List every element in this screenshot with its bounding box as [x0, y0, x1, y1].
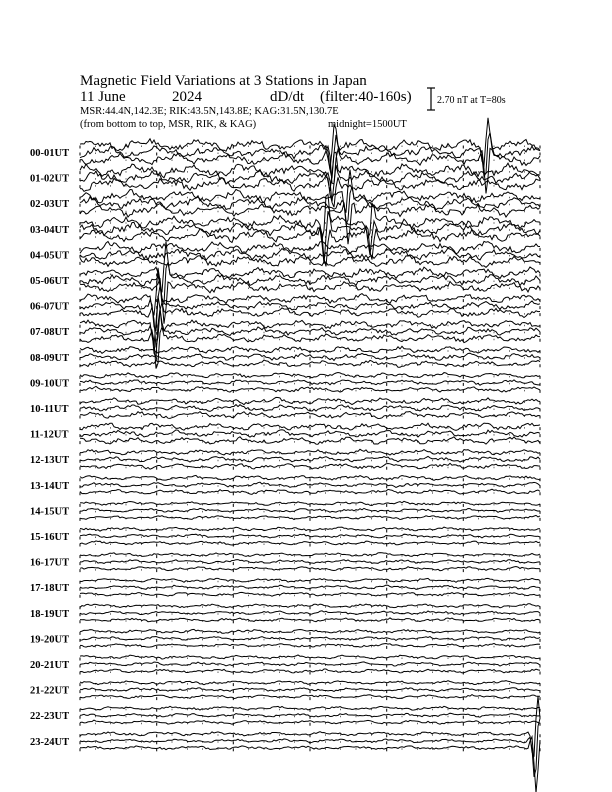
- hour-label-10: 10-11UT: [30, 404, 69, 415]
- stations-label: MSR:44.4N,142.3E; RIK:43.5N,143.8E; KAG:31.5N,130.7E: [80, 106, 339, 117]
- hour-label-16: 16-17UT: [30, 557, 70, 569]
- hour-label-23: 23-24UT: [30, 736, 70, 748]
- chart-title: Magnetic Field Variations at 3 Stations in Japan: [80, 73, 367, 89]
- quantity-label: dD/dt: [270, 89, 305, 105]
- hour-label-7: 07-08UT: [30, 327, 70, 339]
- filter-label: (filter:40-160s): [320, 89, 412, 105]
- hour-label-15: 15-16UT: [30, 532, 70, 543]
- hour-label-6: 06-07UT: [30, 301, 70, 313]
- hour-label-19: 19-20UT: [30, 634, 70, 646]
- hour-label-13: 13-14UT: [30, 480, 70, 492]
- hour-label-11: 11-12UT: [30, 429, 69, 441]
- hour-label-3: 03-04UT: [30, 224, 70, 236]
- hour-label-17: 17-18UT: [30, 583, 70, 595]
- hour-label-9: 09-10UT: [30, 378, 70, 390]
- hour-label-4: 04-05UT: [30, 250, 70, 262]
- hour-label-0: 00-01UT: [30, 148, 70, 159]
- hour-label-2: 02-03UT: [30, 199, 70, 211]
- date-day: 11 June: [80, 89, 126, 105]
- date-year: 2024: [172, 89, 202, 105]
- midnight-note: midnight=1500UT: [328, 119, 407, 130]
- hour-label-20: 20-21UT: [30, 660, 70, 671]
- scale-label: 2.70 nT at T=80s: [437, 95, 506, 106]
- hour-label-5: 05-06UT: [30, 276, 70, 287]
- hour-label-18: 18-19UT: [30, 608, 70, 620]
- trace-kag-row-4: [80, 241, 540, 253]
- trace-area: [80, 118, 540, 792]
- hour-label-22: 22-23UT: [30, 711, 70, 723]
- hour-label-1: 01-02UT: [30, 173, 70, 185]
- hour-label-21: 21-22UT: [30, 685, 70, 697]
- trace-msr-row-23: [80, 737, 540, 792]
- hour-label-12: 12-13UT: [30, 455, 70, 467]
- scale-bar: [427, 88, 506, 110]
- order-note: (from bottom to top, MSR, RIK, & KAG): [80, 119, 257, 130]
- hour-label-14: 14-15UT: [30, 506, 70, 518]
- hour-label-8: 08-09UT: [30, 352, 70, 364]
- hour-labels: [30, 148, 69, 748]
